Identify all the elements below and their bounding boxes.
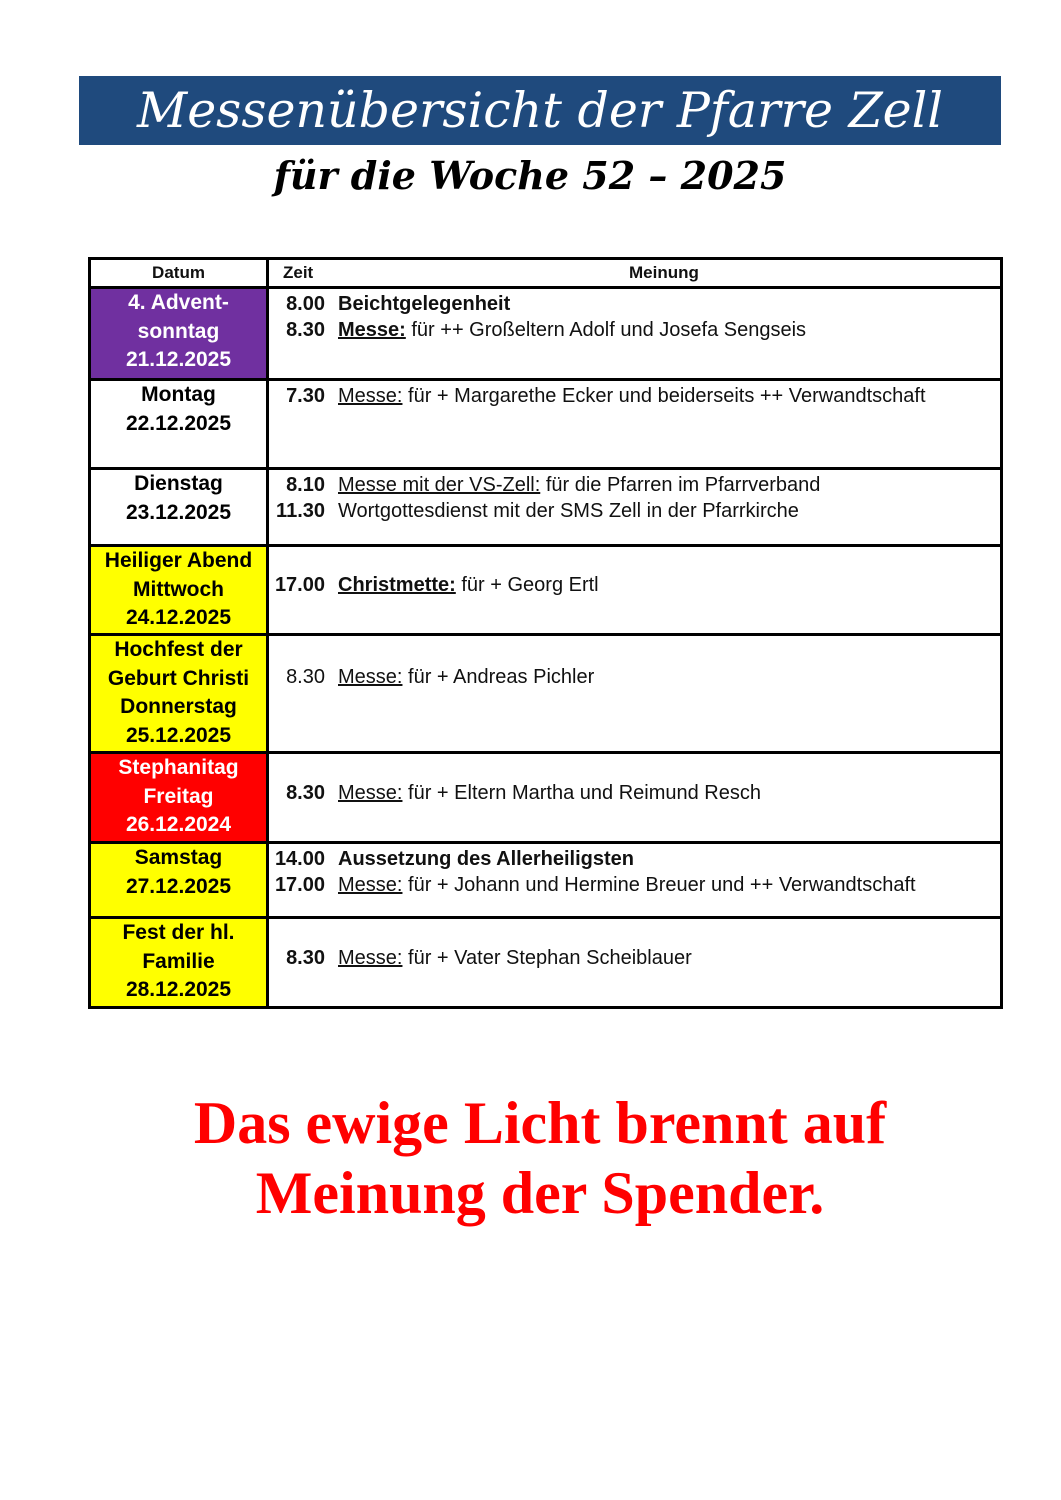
date-line: 4. Advent- <box>128 291 229 314</box>
date-line: Familie <box>142 949 215 973</box>
entry-time: 7.30 <box>286 385 325 407</box>
date-line: 25.12.2025 <box>125 723 232 747</box>
entry-time: 8.30 <box>286 781 325 804</box>
column-header-zeit: Zeit <box>283 263 314 282</box>
notice-line: Das ewige Licht brennt auf <box>193 1090 887 1156</box>
date-line: Montag <box>141 383 216 406</box>
entry-label: Messe: <box>338 666 403 688</box>
list-item <box>269 383 1000 409</box>
date-cell <box>90 753 268 843</box>
table-row <box>90 380 1002 469</box>
date-cell <box>90 546 268 635</box>
table-row <box>90 843 1002 918</box>
entry-text: für die Pfarren im Pfarrverband <box>540 474 821 496</box>
date-line: 23.12.2025 <box>125 500 232 524</box>
entry-text: Wortgottesdienst mit der SMS Zell in der Pfarrkirche <box>338 500 799 522</box>
entry-time: 8.10 <box>286 474 325 496</box>
entry-time: 8.30 <box>286 946 325 969</box>
entry-label: Messe: <box>338 781 403 804</box>
column-header-datum: Datum <box>90 259 268 288</box>
entries-cell <box>268 918 1002 1008</box>
entry-time: 17.00 <box>274 574 325 596</box>
entries-cell <box>268 635 1002 753</box>
entry-text: für + Eltern Martha und Reimund Resch <box>402 781 761 804</box>
date-line: Freitag <box>143 784 214 808</box>
date-line: 26.12.2024 <box>125 813 232 836</box>
entry-time: 8.00 <box>286 293 325 315</box>
date-line: Dienstag <box>134 472 223 495</box>
entries-cell <box>268 843 1002 918</box>
list-item <box>269 872 1000 898</box>
date-line: Samstag <box>134 846 223 869</box>
mass-schedule-table <box>88 257 1003 1009</box>
entry-text: für + Georg Ertl <box>455 574 599 596</box>
column-header-meinung: Meinung <box>629 263 699 282</box>
entries-cell <box>268 380 1002 469</box>
date-line: 22.12.2025 <box>125 411 232 435</box>
date-cell <box>90 469 268 546</box>
date-line: Hochfest der <box>114 638 243 661</box>
table-row <box>90 546 1002 635</box>
list-item <box>269 317 1000 343</box>
date-cell <box>90 288 268 380</box>
entries-cell <box>268 753 1002 843</box>
entry-text: für + Andreas Pichler <box>402 666 595 688</box>
entries-cell <box>268 288 1002 380</box>
entry-time: 8.30 <box>286 666 325 688</box>
entry-text: für + Johann und Hermine Breuer und ++ Verwandtschaft <box>402 874 916 896</box>
date-line: 27.12.2025 <box>125 874 232 898</box>
date-line: Mittwoch <box>133 577 224 601</box>
table-row <box>90 918 1002 1008</box>
entry-text: für ++ Großeltern Adolf und Josefa Sengseis <box>405 319 807 341</box>
entry-time: 8.30 <box>286 319 325 341</box>
entry-label: Messe mit der VS-Zell: <box>338 474 541 496</box>
list-item <box>269 846 1000 872</box>
page-title: Messenübersicht der Pfarre Zell <box>137 82 943 139</box>
entry-time: 14.00 <box>274 848 325 870</box>
entry-label: Messe: <box>338 319 406 341</box>
table-header-row <box>90 259 1002 288</box>
entry-time: 17.00 <box>274 874 325 896</box>
title-banner <box>79 76 1001 145</box>
column-header-zeit-meinung <box>268 259 1002 288</box>
date-line: Stephanitag <box>118 756 239 779</box>
date-line: sonntag <box>137 319 220 343</box>
entry-time: 11.30 <box>276 500 325 522</box>
entry-text: für + Margarethe Ecker und beiderseits ++ Verwandtschaft <box>402 385 926 407</box>
entry-label: Beichtgelegenheit <box>338 293 511 315</box>
date-line: 24.12.2025 <box>125 606 232 629</box>
notice-text <box>80 1088 1000 1228</box>
notice-line: Meinung der Spender. <box>255 1160 825 1226</box>
date-line: 21.12.2025 <box>125 348 232 371</box>
date-line: Heiliger Abend <box>104 549 253 572</box>
entry-label: Aussetzung des Allerheiligsten <box>338 848 634 870</box>
table-row <box>90 635 1002 753</box>
date-cell <box>90 380 268 469</box>
list-item <box>269 472 1000 498</box>
date-line: Donnerstag <box>120 695 237 718</box>
list-item <box>269 572 1000 598</box>
entries-cell <box>268 469 1002 546</box>
table-row <box>90 469 1002 546</box>
entry-label: Messe: <box>338 874 403 896</box>
list-item <box>269 780 1000 806</box>
date-line: Fest der hl. <box>122 921 235 944</box>
list-item <box>269 291 1000 317</box>
date-cell <box>90 635 268 753</box>
date-cell <box>90 843 268 918</box>
entries-cell <box>268 546 1002 635</box>
list-item <box>269 498 1000 524</box>
date-cell <box>90 918 268 1008</box>
page-subtitle: für die Woche 52 – 2025 <box>273 153 787 198</box>
date-line: 28.12.2025 <box>125 978 232 1001</box>
date-line: Geburt Christi <box>107 666 250 690</box>
table-row <box>90 753 1002 843</box>
table-row <box>90 288 1002 380</box>
entry-label: Messe: <box>338 385 403 407</box>
list-item <box>269 664 1000 690</box>
list-item <box>269 945 1000 971</box>
entry-text: für + Vater Stephan Scheiblauer <box>402 946 692 969</box>
entry-label: Christmette: <box>338 574 456 596</box>
entry-label: Messe: <box>338 946 403 969</box>
